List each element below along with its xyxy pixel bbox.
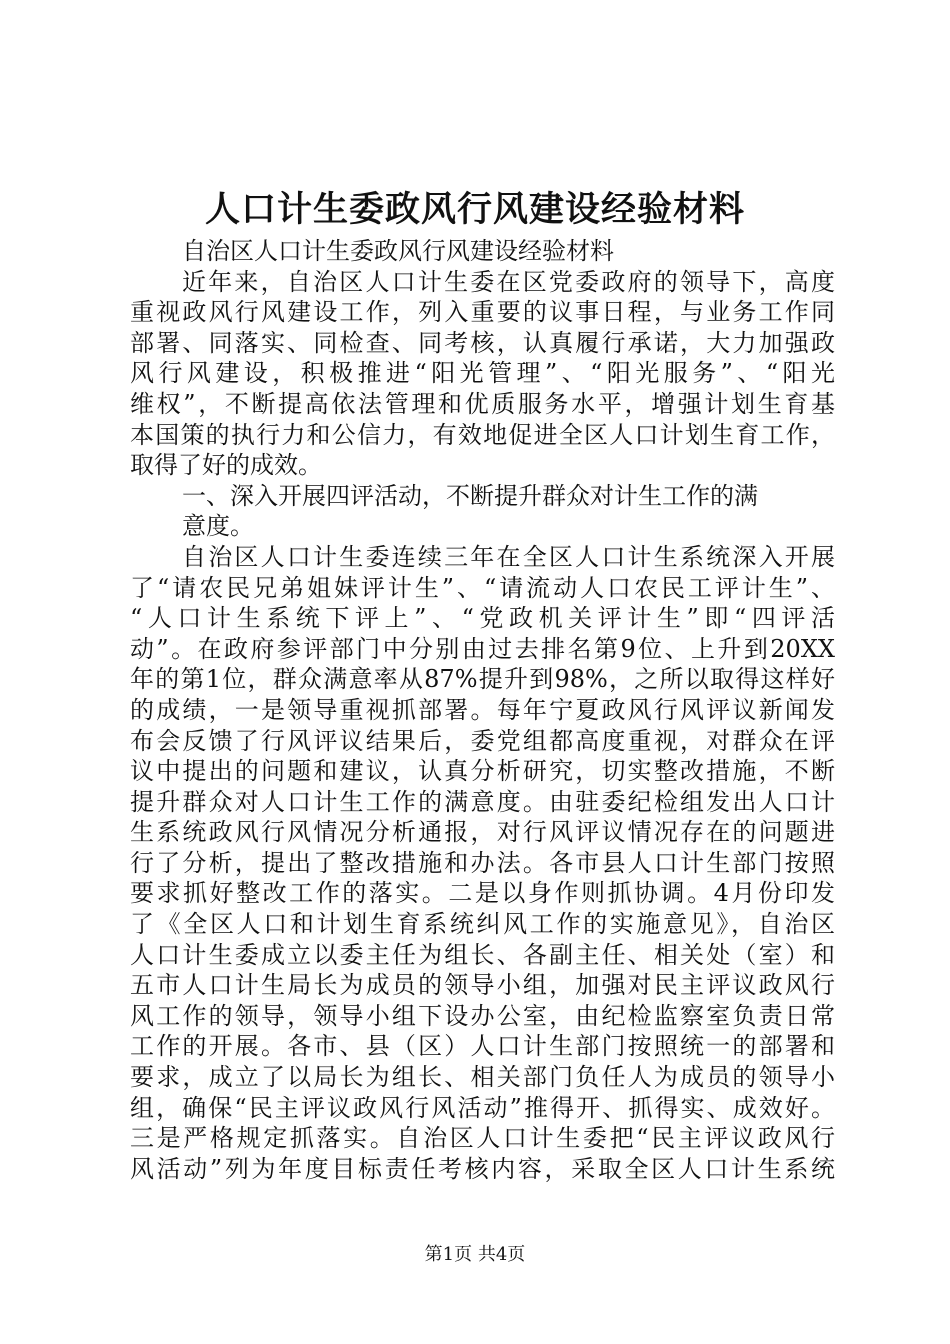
text-line: 动”。在政府参评部门中分别由过去排名第9位、上升到20XX [130, 634, 835, 663]
text-line: 了《全区人口和计划生育系统纠风工作的实施意见》，自治区 [130, 910, 835, 939]
text-line: 行了分析，提出了整改措施和办法。各市县人口计生部门按照 [130, 848, 835, 877]
text-line: 三是严格规定抓落实。自治区人口计生委把“民主评议政风行 [130, 1124, 835, 1153]
text-line: 风工作的领导，领导小组下设办公室，由纪检监察室负责日常 [130, 1001, 835, 1030]
text-line: 组，确保“民主评议政风行风活动”推得开、抓得实、成效好。 [130, 1093, 835, 1122]
text-line: 本国策的执行力和公信力，有效地促进全区人口计划生育工作， [130, 420, 835, 449]
document-title: 人口计生委政风行风建设经验材料 [204, 189, 745, 230]
text-line: 重视政风行风建设工作，列入重要的议事日程，与业务工作同 [130, 298, 835, 327]
text-line: 风活动”列为年度目标责任考核内容，采取全区人口计生系统 [130, 1154, 835, 1183]
text-line: 近年来，自治区人口计生委在区党委政府的领导下，高度 [182, 267, 835, 296]
text-line: 年的第1位，群众满意率从87%提升到98%，之所以取得这样好 [130, 665, 835, 694]
text-line: 生系统政风行风情况分析通报，对行风评议情况存在的问题进 [130, 818, 835, 847]
text-line: “人口计生系统下评上”、“党政机关评计生”即“四评活 [130, 604, 835, 633]
text-line: 要求抓好整改工作的落实。二是以身作则抓协调。4月份印发 [130, 879, 835, 908]
text-line: 风行风建设，积极推进“阳光管理”、“阳光服务”、“阳光 [130, 359, 835, 388]
text-line: 部署、同落实、同检查、同考核，认真履行承诺，大力加强政 [130, 328, 835, 357]
text-line: 自治区人口计生委政风行风建设经验材料 [182, 237, 614, 265]
text-line: 人口计生委成立以委主任为组长、各副主任、相关处（室）和 [130, 940, 835, 969]
page-footer: 第1页 共4页 [424, 1244, 526, 1265]
section-heading-line: 一、深入开展四评活动，不断提升群众对计生工作的满 [182, 481, 758, 510]
section-heading-line: 意度。 [182, 512, 254, 541]
document-body [130, 236, 835, 1184]
text-line: 五市人口计生局长为成员的领导小组，加强对民主评议政风行 [130, 971, 835, 1000]
text-line: 要求，成立了以局长为组长、相关部门负任人为成员的领导小 [130, 1063, 835, 1092]
text-line: 自治区人口计生委连续三年在全区人口计生系统深入开展 [182, 542, 835, 571]
text-line: 工作的开展。各市、县（区）人口计生部门按照统一的部署和 [130, 1032, 835, 1061]
text-line: 提升群众对人口计生工作的满意度。由驻委纪检组发出人口计 [130, 787, 835, 816]
text-line: 了“请农民兄弟姐妹评计生”、“请流动人口农民工评计生”、 [130, 573, 835, 602]
text-line: 议中提出的问题和建议，认真分析研究，切实整改措施，不断 [130, 757, 835, 786]
text-line: 维权”，不断提高依法管理和优质服务水平，增强计划生育基 [130, 389, 835, 418]
text-line: 布会反馈了行风评议结果后，委党组都高度重视，对群众在评 [130, 726, 835, 755]
text-line: 取得了好的成效。 [130, 451, 322, 480]
text-line: 的成绩，一是领导重视抓部署。每年宁夏政风行风评议新闻发 [130, 695, 835, 724]
